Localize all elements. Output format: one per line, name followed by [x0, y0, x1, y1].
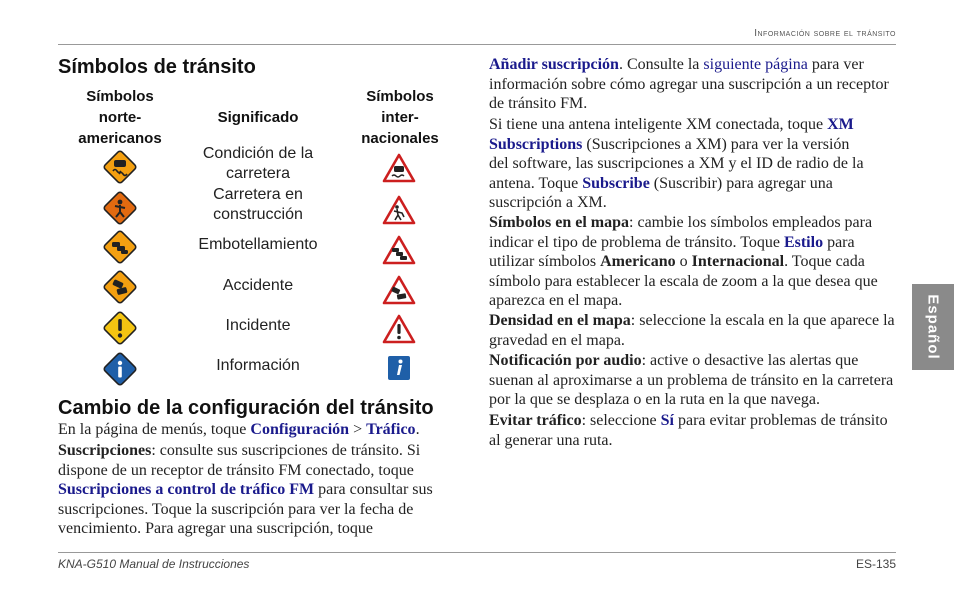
- symbols-title: Símbolos de tránsito: [58, 56, 256, 78]
- meaning-line: Embotellamiento: [198, 236, 318, 253]
- meaning-accident: [188, 276, 328, 296]
- information-icon: [103, 352, 137, 386]
- p3-text-3: o: [675, 253, 692, 271]
- p2-text-3: (Suscribir) para agregar una suscripción a XM.: [489, 174, 833, 212]
- p2-text: Si tiene una antena inteligente XM conectada, toque: [489, 116, 828, 133]
- incident-intl-icon: [382, 314, 416, 344]
- p3-text-4: . Toque cada símbolo para establecer la escala de zoom a la que desea que aparezca en el mapa.: [489, 253, 878, 310]
- right-p1: [489, 55, 899, 114]
- p1-text-2: para ver información sobre cómo agregar una suscripción a un receptor de tránsito FM.: [489, 56, 889, 113]
- next-page-link[interactable]: siguiente página: [703, 56, 808, 73]
- config-intro-end: .: [415, 421, 420, 438]
- audio-notification-term: Notificación por audio: [489, 352, 642, 369]
- congestion-icon: [103, 230, 137, 264]
- col-header-na-line: americanos: [78, 130, 162, 147]
- subscriptions-text: : consulte sus suscripciones de tránsito. Si dispone de un receptor de tránsito FM conectado, toque: [58, 442, 421, 479]
- p4-text: : seleccione la escala en la que aparece la gravedad en el mapa.: [489, 312, 895, 349]
- right-p4: [489, 311, 899, 350]
- header-rule: [58, 44, 896, 45]
- p2-text-2: (Suscripciones a XM) para ver la versión del software, las suscripciones a XM y el ID de radio de la antena. Toque: [489, 135, 864, 192]
- subscriptions-paragraph: [58, 441, 433, 539]
- right-p3: [489, 213, 894, 311]
- meaning-road-condition: [188, 144, 328, 184]
- p5-text: : active o desactive las alertas que suenan al aproximarse a un problema de tránsito en la carretera por la que se desplaza o en la ruta en la que navega.: [489, 352, 894, 409]
- meaning-line: Condición de la: [202, 145, 314, 162]
- page-number: ES-135: [855, 557, 896, 571]
- subscriptions-text-2: para consultar sus suscripciones. Toque la suscripción para ver la fecha de vencimiento. Para agregar una suscripción, toque: [58, 481, 433, 538]
- p1-text: . Consulte la: [618, 56, 704, 73]
- meaning-line: Información: [216, 357, 300, 374]
- road-construction-intl-icon: [382, 195, 416, 225]
- config-intro: [58, 420, 433, 440]
- internacional-term: Internacional: [691, 253, 785, 271]
- meaning-line: construcción: [213, 206, 303, 223]
- col-header-intl: [340, 86, 460, 149]
- p6-text: : seleccione: [581, 412, 661, 429]
- trafico-link[interactable]: Tráfico: [366, 421, 416, 438]
- map-symbols-term: Símbolos en el mapa: [489, 214, 630, 231]
- meaning-information: [188, 356, 328, 376]
- map-density-term: Densidad en el mapa: [489, 312, 631, 329]
- estilo-link[interactable]: Estilo: [783, 233, 824, 251]
- col-header-intl-line: Símbolos: [366, 88, 434, 105]
- p3-text-2: para utilizar símbolos: [489, 233, 855, 271]
- col-header-intl-line: inter-: [381, 109, 419, 126]
- road-construction-icon: [103, 191, 137, 225]
- americano-term: Americano: [600, 253, 676, 271]
- right-p2: [489, 115, 867, 213]
- p6-text-2: para evitar problemas de tránsito al generar una ruta.: [489, 412, 888, 449]
- meaning-line: carretera: [225, 165, 291, 182]
- config-intro-text: En la página de menús, toque: [58, 421, 251, 438]
- xm-subscriptions-link[interactable]: XM Subscriptions: [489, 116, 854, 153]
- meaning-line: Carretera en: [213, 186, 303, 203]
- col-header-na: [60, 86, 180, 149]
- si-link[interactable]: Sí: [660, 412, 674, 429]
- footer-rule: [58, 552, 896, 553]
- avoid-traffic-term: Evitar tráfico: [489, 412, 582, 429]
- col-header-na-line: norte-: [98, 109, 142, 126]
- config-title: Cambio de la configuración del tránsito: [58, 397, 434, 419]
- col-header-na-line: Símbolos: [86, 88, 154, 105]
- incident-icon: [103, 311, 137, 345]
- accident-intl-icon: [382, 275, 416, 305]
- running-header: Información sobre el tránsito: [754, 28, 896, 39]
- configuracion-link[interactable]: Configuración: [250, 421, 350, 438]
- subscriptions-term: Suscripciones: [58, 442, 152, 459]
- language-tab-label: Español: [924, 294, 942, 360]
- subscribe-link[interactable]: Subscribe: [582, 174, 650, 192]
- add-subscription-link[interactable]: Añadir suscripción: [489, 56, 619, 73]
- meaning-line: Accidente: [222, 277, 294, 294]
- path-separator: >: [349, 421, 367, 438]
- manual-title: KNA-G510 Manual de Instrucciones: [58, 557, 250, 571]
- road-condition-icon: [103, 150, 137, 184]
- right-p6: [489, 411, 899, 450]
- information-intl-icon: [387, 355, 411, 381]
- meaning-congestion: [188, 235, 328, 255]
- col-header-intl-line: nacionales: [361, 130, 439, 147]
- col-header-meaning: Significado: [217, 109, 299, 126]
- p3-text: : cambie los símbolos empleados para indicar el tipo de problema de tránsito. Toque: [489, 214, 873, 251]
- meaning-line: Incidente: [225, 317, 291, 334]
- language-tab: [912, 284, 954, 370]
- right-p5: [489, 351, 894, 410]
- road-condition-intl-icon: [382, 153, 416, 183]
- accident-icon: [103, 270, 137, 304]
- fm-subscriptions-link[interactable]: Suscripciones a control de tráfico FM: [58, 481, 315, 499]
- meaning-construction: [188, 185, 328, 225]
- congestion-intl-icon: [382, 235, 416, 265]
- meaning-incident: [188, 316, 328, 336]
